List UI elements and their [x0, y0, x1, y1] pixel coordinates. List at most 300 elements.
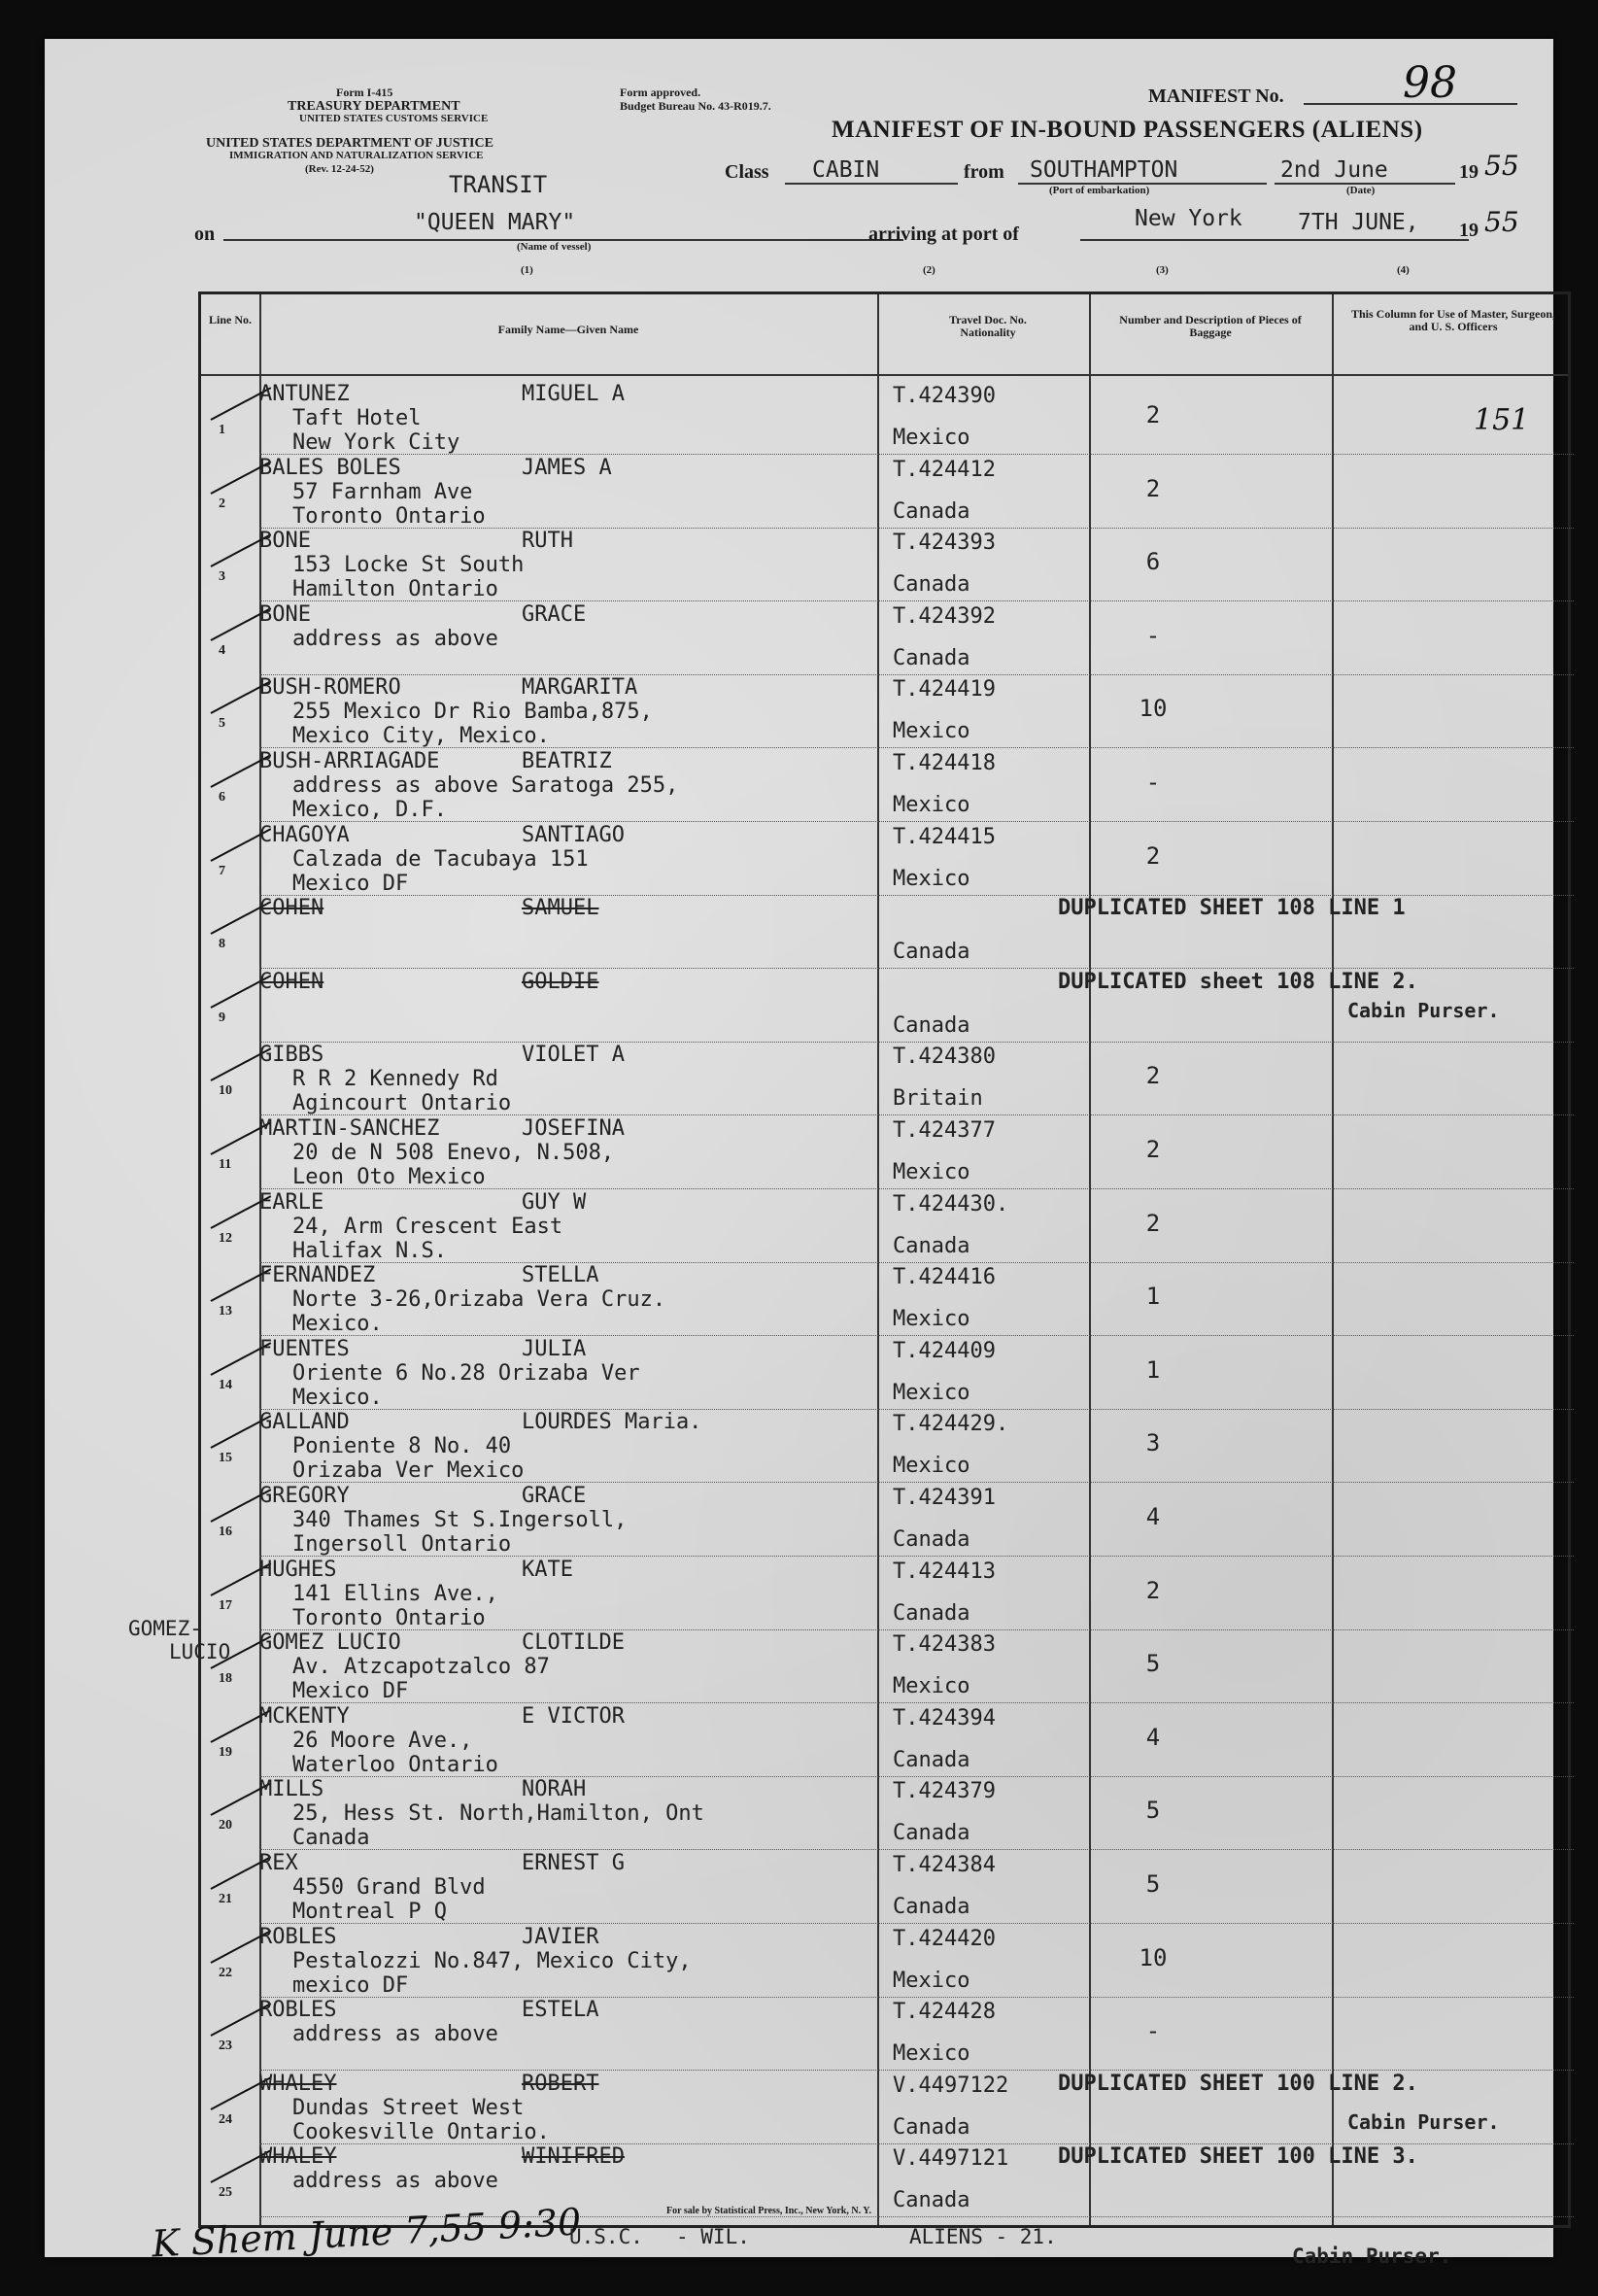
- given-name: GRACE: [522, 1484, 587, 1508]
- baggage-count: 4: [1145, 1503, 1161, 1530]
- passenger-entry: [259, 970, 598, 1043]
- address-line-1: 153 Locke St South: [292, 553, 525, 578]
- line-number: 12: [219, 1230, 232, 1246]
- table-row: [201, 749, 1574, 822]
- col-num-2: (2): [923, 264, 935, 276]
- address-line-2: [259, 2046, 292, 2071]
- arrival-underline: [1080, 239, 1469, 241]
- duplicated-note: DUPLICATED SHEET 100 LINE 2.: [1058, 2071, 1418, 2096]
- doc-number: T.424379: [893, 1779, 996, 1804]
- doc-number: T.424420: [893, 1926, 996, 1951]
- passenger-entry: [259, 749, 678, 822]
- nationality: Mexico: [893, 1160, 970, 1184]
- travel-doc: [893, 1486, 996, 1552]
- table-row: [201, 1925, 1574, 1998]
- nationality: Canada: [893, 1747, 970, 1772]
- address-line-2: Orizaba Ver Mexico: [292, 1458, 525, 1484]
- manifest-label: MANIFEST No.: [1148, 86, 1284, 107]
- passenger-entry: [259, 675, 653, 748]
- year2-prefix: 19: [1459, 220, 1479, 241]
- line-number: 25: [219, 2185, 232, 2201]
- given-name: KATE: [522, 1557, 573, 1582]
- passenger-entry: [259, 1263, 665, 1336]
- nationality: Canada: [893, 1527, 970, 1552]
- family-name: COHEN: [259, 896, 324, 921]
- given-name: MIGUEL A: [522, 382, 625, 406]
- travel-doc: [893, 531, 996, 597]
- passenger-entry: [259, 1851, 625, 1924]
- given-name: JOSEFINA: [522, 1116, 625, 1141]
- travel-doc: [893, 677, 996, 743]
- given-name: JAVIER: [522, 1924, 599, 1949]
- family-name: HUGHES: [259, 1557, 337, 1582]
- baggage-count: -: [1145, 621, 1161, 649]
- given-name: GOLDIE: [522, 969, 599, 994]
- address-line-2: Mexico.: [292, 1385, 383, 1410]
- travel-doc: [893, 1853, 996, 1919]
- nationality: Canada: [893, 1600, 970, 1626]
- nationality: Mexico: [893, 866, 970, 891]
- family-name: REX: [259, 1851, 298, 1875]
- doc-number: T.424412: [893, 457, 996, 482]
- table-row: [201, 1558, 1574, 1630]
- address-line-2: Mexico, D.F.: [292, 798, 447, 822]
- col-baggage-header: Number and Description of Pieces of Baggage: [1119, 313, 1302, 339]
- line-number: 15: [219, 1451, 232, 1466]
- doc-number: T.424429.: [893, 1412, 1009, 1437]
- footer-aliens: ALIENS - 21.: [909, 2225, 1057, 2248]
- table-row: [201, 823, 1574, 896]
- table-row: [201, 529, 1574, 601]
- ins-service: IMMIGRATION AND NATURALIZATION SERVICE: [229, 150, 484, 161]
- nationality: Mexico: [893, 719, 970, 744]
- table-row: [201, 1190, 1574, 1263]
- address-line-1: 24, Arm Crescent East: [292, 1214, 563, 1239]
- travel-doc: [893, 1779, 996, 1845]
- passenger-entry: [259, 1190, 586, 1263]
- line-number: 13: [219, 1304, 232, 1319]
- line-number: 9: [219, 1010, 225, 1025]
- nationality: Mexico: [893, 1968, 970, 1993]
- line-number: 8: [219, 937, 225, 952]
- given-name: E VICTOR: [522, 1703, 625, 1729]
- family-name: BONE: [259, 529, 311, 554]
- baggage-count: 10: [1139, 695, 1168, 723]
- passenger-entry: [259, 823, 625, 896]
- family-name: MARTIN-SANCHEZ: [259, 1116, 440, 1141]
- manifest-title: MANIFEST OF IN-BOUND PASSENGERS (ALIENS): [832, 117, 1423, 143]
- table-row: [201, 456, 1574, 529]
- address-line-1: Pestalozzi No.847, Mexico City,: [292, 1948, 692, 1973]
- doc-number: T.424392: [893, 603, 996, 629]
- table-row: [201, 1410, 1574, 1483]
- line-number: 22: [219, 1965, 232, 1980]
- address-line-2: Mexico.: [292, 1312, 383, 1337]
- line-number: 11: [219, 1157, 232, 1172]
- table-row: [201, 1263, 1574, 1336]
- address-line-1: [259, 994, 292, 1018]
- given-name: ESTELA: [522, 1998, 599, 2023]
- family-name: ROBLES: [259, 1998, 337, 2023]
- given-name: ROBERT: [522, 2071, 599, 2096]
- travel-doc: [893, 1118, 996, 1184]
- nationality: Mexico: [893, 2041, 970, 2067]
- given-name: NORAH: [522, 1777, 587, 1802]
- doc-number: T.424415: [893, 824, 996, 849]
- travel-doc: [893, 2146, 1008, 2212]
- line-number: 23: [219, 2039, 232, 2054]
- address-line-2: Mexico DF: [292, 1679, 409, 1704]
- baggage-count: 5: [1145, 1870, 1161, 1898]
- line-number: 6: [219, 790, 225, 805]
- year2-suffix: 55: [1484, 206, 1519, 238]
- doc-number: T.424394: [893, 1705, 996, 1731]
- nationality: Mexico: [893, 426, 970, 450]
- date-value: 2nd June: [1280, 157, 1388, 183]
- baggage-count: 4: [1145, 1723, 1161, 1751]
- address-line-1: Poniente 8 No. 40: [292, 1434, 512, 1459]
- line-number: 10: [219, 1083, 232, 1099]
- address-line-1: 26 Moore Ave.,: [292, 1728, 473, 1753]
- passenger-entry: [259, 1704, 625, 1777]
- table-row: [201, 2144, 1574, 2217]
- year1-prefix: 19: [1459, 161, 1479, 183]
- family-name: BUSH-ROMERO: [259, 675, 401, 701]
- address-line-2: [259, 1018, 292, 1043]
- address-line-2: New York City: [292, 430, 460, 455]
- address-line-1: Dundas Street West: [292, 2095, 525, 2120]
- address-line-2: [259, 651, 292, 675]
- address-line-1: address as above: [292, 2169, 498, 2194]
- margin-note-gomez: GOMEZ-: [128, 1617, 202, 1640]
- family-name: BUSH-ARRIAGADE: [259, 749, 440, 773]
- baggage-count: 5: [1145, 1797, 1161, 1825]
- address-line-2: mexico DF: [292, 1972, 409, 1998]
- given-name: BEATRIZ: [522, 749, 612, 773]
- given-name: WINIFRED: [522, 2144, 625, 2170]
- address-line-1: address as above Saratoga 255,: [292, 773, 679, 798]
- line-number: 24: [219, 2111, 232, 2127]
- doc-number: T.424380: [893, 1045, 996, 1070]
- manifest-number: 98: [1403, 58, 1457, 108]
- footer-wil: - WIL.: [676, 2225, 750, 2248]
- address-line-2: Mexico DF: [292, 871, 409, 896]
- baggage-count: -: [1145, 2017, 1161, 2045]
- family-name: MCKENTY: [259, 1703, 350, 1729]
- doc-number: T.424419: [893, 677, 996, 703]
- table-row: [201, 1998, 1574, 2071]
- travel-doc: [893, 1632, 996, 1698]
- given-name: LOURDES Maria.: [522, 1410, 702, 1435]
- doc-number: T.424391: [893, 1486, 996, 1510]
- manifest-table: [198, 291, 1571, 2228]
- travel-doc: [893, 898, 969, 964]
- baggage-count: 2: [1145, 841, 1161, 870]
- address-line-2: Cookesville Ontario.: [292, 2119, 550, 2144]
- address-line-2: Toronto Ontario: [292, 503, 486, 529]
- travel-doc: [893, 1412, 1008, 1478]
- given-name: GUY W: [522, 1189, 587, 1215]
- table-row: [201, 675, 1574, 748]
- address-line-2: Agincourt Ontario: [292, 1091, 512, 1116]
- passenger-entry: [259, 529, 573, 601]
- nationality: Mexico: [893, 1674, 970, 1699]
- passenger-entry: [259, 1777, 704, 1850]
- header-divider: [201, 374, 1568, 376]
- line-number: 14: [219, 1377, 232, 1392]
- baggage-count: 3: [1145, 1429, 1161, 1457]
- doc-number: T.424430.: [893, 1191, 1009, 1217]
- address-line-2: Mexico City, Mexico.: [292, 724, 550, 749]
- passenger-entry: [259, 1925, 692, 1998]
- address-line-1: [259, 920, 292, 944]
- nationality: Canada: [893, 2188, 970, 2213]
- family-name: GOMEZ LUCIO: [259, 1630, 401, 1656]
- nationality: Canada: [893, 1895, 970, 1919]
- passenger-entry: [259, 1337, 640, 1410]
- doc-number: V.4497121: [893, 2146, 1009, 2172]
- col-num-1: (1): [521, 264, 533, 276]
- doc-number: T.424383: [893, 1632, 996, 1658]
- given-name: STELLA: [522, 1263, 599, 1288]
- col-num-4: (4): [1397, 264, 1410, 276]
- cabin-purser-stamp: Cabin Purser.: [1347, 2109, 1500, 2134]
- address-line-2: Waterloo Ontario: [292, 1752, 498, 1777]
- family-name: WHALEY: [259, 2071, 337, 2096]
- family-name: EARLE: [259, 1189, 324, 1215]
- address-line-1: 255 Mexico Dr Rio Bamba,875,: [292, 700, 653, 725]
- doc-number: T.424384: [893, 1853, 996, 1877]
- baggage-count: 2: [1145, 1209, 1161, 1237]
- family-name: FUENTES: [259, 1336, 350, 1361]
- arrival-date: 7TH JUNE,: [1298, 210, 1419, 235]
- address-line-1: 25, Hess St. North,Hamilton, Ont: [292, 1801, 704, 1827]
- class-value: CABIN: [812, 157, 880, 183]
- doc-number: T.424416: [893, 1265, 996, 1290]
- baggage-count: 2: [1145, 1062, 1161, 1090]
- table-row: [201, 1630, 1574, 1703]
- doc-number: T.424390: [893, 384, 996, 408]
- address-line-2: Leon Oto Mexico: [292, 1165, 486, 1189]
- line-number: 20: [219, 1818, 232, 1833]
- given-name: SANTIAGO: [522, 822, 625, 847]
- given-name: ERNEST G: [522, 1851, 625, 1875]
- address-line-2: Toronto Ontario: [292, 1605, 486, 1630]
- passenger-entry: [259, 1116, 625, 1189]
- line-number: 1: [219, 423, 225, 437]
- manifest-page: [45, 39, 1555, 2268]
- address-line-1: address as above: [292, 2022, 498, 2047]
- address-line-1: Norte 3-26,Orizaba Vera Cruz.: [292, 1287, 666, 1313]
- travel-doc: [893, 1706, 996, 1772]
- class-underline: [785, 183, 958, 185]
- passenger-entry: [259, 1484, 627, 1557]
- family-name: FERNANDEZ: [259, 1263, 376, 1288]
- nationality: Mexico: [893, 793, 970, 817]
- vessel-label: (Name of vessel): [517, 241, 592, 253]
- year1-suffix: 55: [1484, 150, 1519, 182]
- doc-number: T.424409: [893, 1338, 996, 1363]
- travel-doc: [893, 972, 969, 1038]
- table-row: [201, 602, 1574, 675]
- nationality: Britain: [893, 1086, 983, 1112]
- form-approved: Form approved.: [620, 86, 701, 99]
- cabin-purser-stamp: Cabin Purser.: [1347, 998, 1500, 1022]
- address-line-1: 340 Thames St S.Ingersoll,: [292, 1508, 628, 1532]
- doc-number: T.424413: [893, 1559, 996, 1584]
- travel-doc: [893, 825, 996, 891]
- travel-doc: [893, 458, 996, 524]
- family-name: ANTUNEZ: [259, 382, 350, 406]
- travel-doc: [893, 1559, 996, 1626]
- col-num-3: (3): [1156, 264, 1169, 276]
- line-number: 5: [219, 716, 225, 732]
- table-row: [201, 1777, 1574, 1850]
- nationality: Canada: [893, 1012, 970, 1038]
- family-name: GREGORY: [259, 1484, 350, 1508]
- family-name: COHEN: [259, 969, 324, 994]
- nationality: Canada: [893, 940, 970, 965]
- passenger-entry: [259, 1410, 701, 1483]
- travel-doc: [893, 604, 996, 670]
- address-line-2: Ingersoll Ontario: [292, 1532, 512, 1557]
- travel-doc: [893, 751, 996, 817]
- baggage-count: -: [1145, 769, 1161, 796]
- line-number: 16: [219, 1525, 232, 1539]
- nationality: Mexico: [893, 1307, 970, 1332]
- line-number: 19: [219, 1744, 232, 1760]
- passenger-entry: [259, 896, 598, 969]
- nationality: Canada: [893, 645, 970, 670]
- address-line-1: 20 de N 508 Enevo, N.508,: [292, 1141, 615, 1165]
- cabin-purser-bottom: Cabin Purser.: [1292, 2245, 1452, 2268]
- officer-note: 151: [1474, 403, 1530, 437]
- travel-doc: [893, 1927, 996, 1993]
- passenger-entry: [259, 1998, 598, 2071]
- family-name: MILLS: [259, 1777, 324, 1802]
- nationality: Canada: [893, 2114, 970, 2140]
- address-line-1: R R 2 Kennedy Rd: [292, 1067, 498, 1092]
- family-name: BONE: [259, 601, 311, 627]
- line-number: 2: [219, 496, 225, 511]
- address-line-1: Taft Hotel: [292, 406, 422, 430]
- vessel-name: "QUEEN MARY": [414, 210, 576, 235]
- line-number: 21: [219, 1892, 232, 1906]
- col-officers-header: This Column for Use of Master, Surgeon, and U. S. Officers: [1350, 307, 1555, 333]
- baggage-count: 1: [1145, 1355, 1161, 1384]
- travel-doc: [893, 384, 996, 450]
- margin-note-lucio: LUCIO: [169, 1640, 231, 1663]
- line-number: 3: [219, 569, 225, 585]
- given-name: CLOTILDE: [522, 1630, 625, 1656]
- given-name: GRACE: [522, 601, 587, 627]
- passenger-entry: [259, 1043, 625, 1115]
- address-line-1: Calzada de Tacubaya 151: [292, 846, 589, 872]
- address-line-2: Hamilton Ontario: [292, 577, 498, 602]
- nationality: Mexico: [893, 1380, 970, 1405]
- col-name-header: Family Name—Given Name: [497, 323, 639, 336]
- travel-doc: [893, 2073, 1008, 2140]
- budget-bureau: Budget Bureau No. 43-R019.7.: [620, 99, 771, 113]
- justice-dept: UNITED STATES DEPARTMENT OF JUSTICE: [206, 136, 493, 151]
- given-name: MARGARITA: [522, 675, 638, 701]
- travel-doc: [893, 1192, 1008, 1258]
- table-row: [201, 1851, 1574, 1924]
- duplicated-note: DUPLICATED SHEET 108 LINE 1: [1058, 896, 1406, 921]
- address-line-1: address as above: [292, 626, 498, 651]
- nationality: Canada: [893, 498, 970, 524]
- doc-number: T.424428: [893, 2000, 996, 2025]
- nationality: Canada: [893, 572, 970, 598]
- arriving-label: arriving at port of: [868, 223, 1019, 245]
- table-row: [201, 896, 1574, 969]
- footer-usc: U.S.C.: [569, 2225, 643, 2248]
- table-row: [201, 1484, 1574, 1557]
- travel-doc: [893, 1265, 996, 1331]
- family-name: GIBBS: [259, 1043, 324, 1068]
- on-label: on: [194, 223, 216, 245]
- table-row: [201, 1704, 1574, 1777]
- nationality: Canada: [893, 1233, 970, 1258]
- duplicated-note: DUPLICATED sheet 108 LINE 2.: [1058, 969, 1418, 994]
- travel-doc: [893, 1339, 996, 1405]
- line-number: 17: [219, 1597, 232, 1613]
- family-name: CHAGOYA: [259, 822, 350, 847]
- family-name: ROBLES: [259, 1924, 337, 1949]
- passenger-entry: [259, 2072, 598, 2144]
- baggage-count: 6: [1145, 548, 1161, 576]
- table-row: [201, 382, 1574, 455]
- baggage-count: 2: [1145, 401, 1161, 428]
- line-number: 7: [219, 863, 225, 878]
- address-line-1: Oriente 6 No.28 Orizaba Ver: [292, 1360, 640, 1386]
- from-label: from: [964, 161, 1004, 183]
- baggage-count: 5: [1145, 1650, 1161, 1678]
- address-line-2: Montreal P Q: [292, 1900, 447, 1924]
- table-row: [201, 1116, 1574, 1189]
- address-line-2: [259, 2193, 292, 2217]
- given-name: VIOLET A: [522, 1043, 625, 1068]
- doc-number: T.424418: [893, 751, 996, 775]
- nationality: Canada: [893, 1821, 970, 1846]
- col-doc-header: Travel Doc. No. Nationality: [949, 313, 1027, 339]
- family-name: WHALEY: [259, 2144, 337, 2170]
- doc-number: T.424377: [893, 1118, 996, 1143]
- arrival-port: New York: [1135, 206, 1242, 231]
- address-line-1: Av. Atzcapotzalco 87: [292, 1655, 550, 1680]
- form-number: Form I-415: [336, 86, 393, 99]
- address-line-2: [259, 944, 292, 969]
- transit-stamp: TRANSIT: [449, 171, 548, 198]
- passenger-entry: [259, 602, 586, 675]
- table-row: [201, 1337, 1574, 1410]
- address-line-2: Canada: [292, 1826, 370, 1851]
- given-name: RUTH: [522, 529, 573, 554]
- date-label: (Date): [1346, 185, 1376, 196]
- address-line-2: Halifax N.S.: [292, 1238, 447, 1263]
- travel-doc: [893, 1045, 996, 1111]
- baggage-count: 2: [1145, 1576, 1161, 1604]
- baggage-count: 2: [1145, 474, 1161, 502]
- nationality: Mexico: [893, 1454, 970, 1479]
- doc-number: V.4497122: [893, 2073, 1009, 2098]
- treasury-dept: TREASURY DEPARTMENT: [288, 99, 460, 114]
- travel-doc: [893, 2000, 996, 2066]
- handwritten-signoff: K Shem June 7,55 9:30: [151, 2200, 583, 2266]
- passenger-entry: [259, 1558, 573, 1630]
- class-label: Class: [725, 161, 769, 183]
- baggage-count: 2: [1145, 1136, 1161, 1163]
